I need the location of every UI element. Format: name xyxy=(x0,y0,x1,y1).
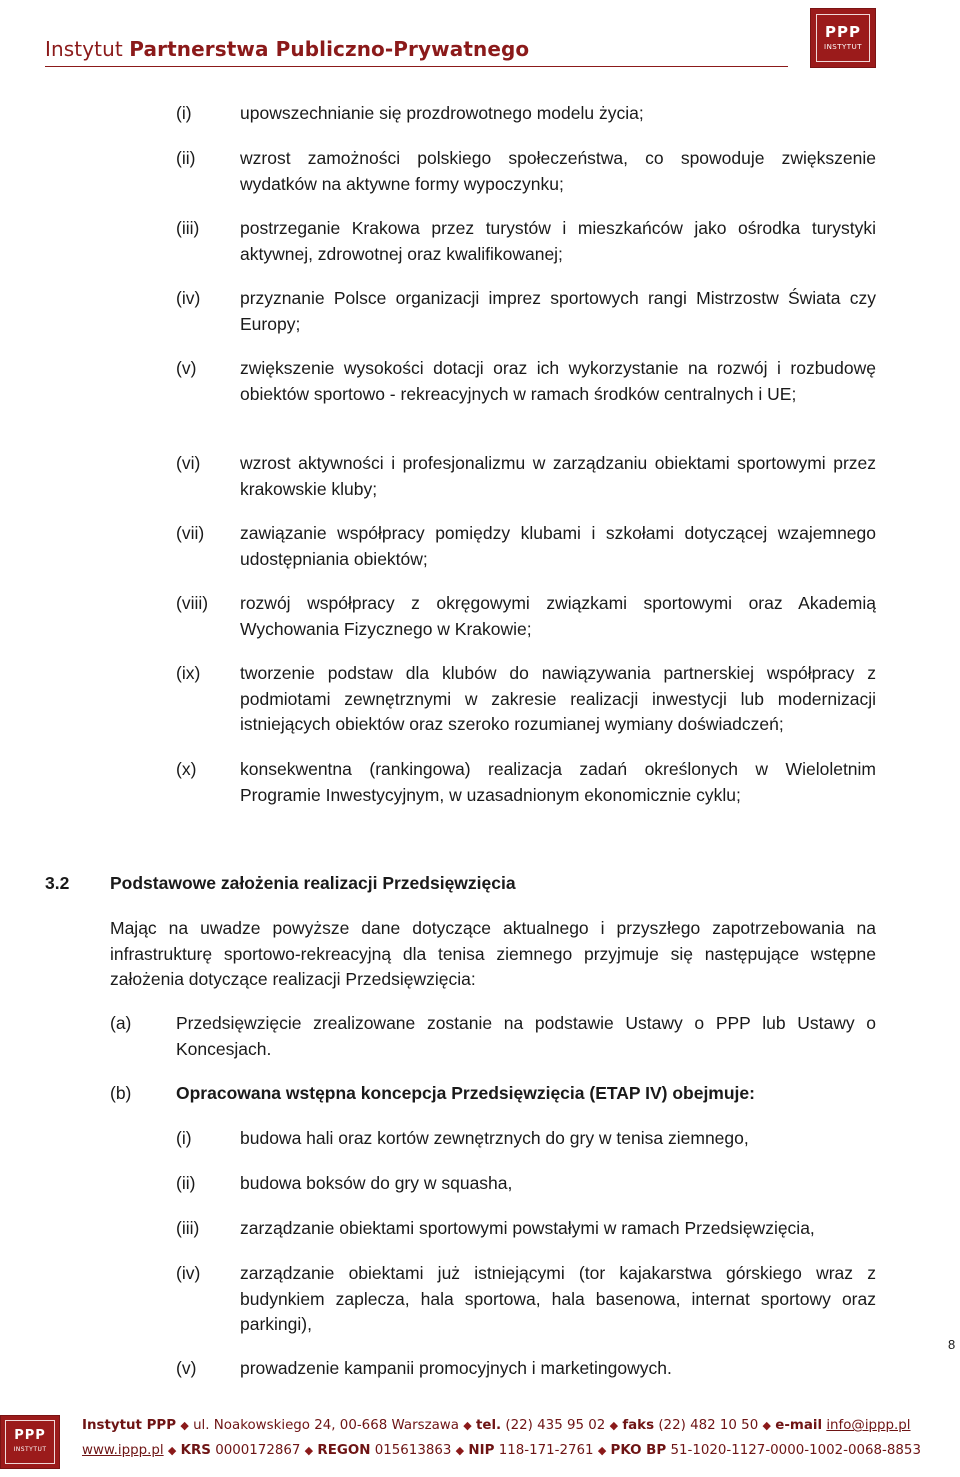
footer-regon: 015613863 xyxy=(374,1443,452,1458)
header-title xyxy=(45,37,529,61)
list-item-text: budowa hali oraz kortów zewnętrznych do gry w tenisa ziemnego, xyxy=(240,1128,749,1148)
list-item-number: (b) xyxy=(110,1083,132,1103)
list-item-number: (vi) xyxy=(176,453,201,473)
diamond-icon: ◆ xyxy=(463,1419,472,1432)
diamond-icon: ◆ xyxy=(597,1444,607,1457)
section-paragraph: Mając na uwadze powyższe dane dotyczące aktualnego i przyszłego zapotrzebowania na infrastrukturę sportowo-rekreacyjną dla tenisa ziemnego przyjmuje się następujące wstępne założenia dotyczące realizacji Przedsięwzięcia: xyxy=(110,918,876,989)
list-item-number: (a) xyxy=(110,1013,132,1033)
footer-tel: (22) 435 95 02 xyxy=(505,1418,606,1433)
list-item-text: Opracowana wstępna koncepcja Przedsięwzięcia (ETAP IV) obejmuje: xyxy=(176,1083,755,1103)
list-item-text: zarządzanie obiektami sportowymi powstałymi w ramach Przedsięwzięcia, xyxy=(240,1218,815,1238)
footer-email-link[interactable]: info@ippp.pl xyxy=(826,1418,911,1433)
footer-address: ul. Noakowskiego 24, 00-668 Warszawa xyxy=(193,1418,459,1433)
list-item-number: (i) xyxy=(176,1128,192,1148)
header-title-prefix: Instytut xyxy=(45,37,130,61)
list-item-number: (ii) xyxy=(176,148,196,168)
diamond-icon: ◆ xyxy=(304,1444,314,1457)
list-item-text: przyznanie Polsce organizacji imprez sportowych rangi Mistrzostw Świata czy Europy; xyxy=(240,288,876,334)
footer-ppp-logo xyxy=(0,1415,60,1469)
list-item-number: (iv) xyxy=(176,288,201,308)
list-item-text: konsekwentna (rankingowa) realizacja zadań określonych w Wieloletnim Programie Inwestycyjnym, w uzasadnionym ekonomicznie cyklu; xyxy=(240,759,876,805)
footer-fax: (22) 482 10 50 xyxy=(658,1418,759,1433)
list-item-text: zarządzanie obiektami już istniejącymi (tor kajakarstwa górskiego wraz z budynkiem zaplecza, hala sportowa, hala basenowa, internat sportowy oraz parkingi), xyxy=(240,1263,876,1334)
diamond-icon: ◆ xyxy=(762,1419,771,1432)
header-title-bold: Partnerstwa Publiczno-Prywatnego xyxy=(129,37,530,61)
ppp-logo xyxy=(810,8,876,68)
list-item-number: (ii) xyxy=(176,1173,196,1193)
page-number: 8 xyxy=(948,1337,956,1352)
list-item-text: zwiększenie wysokości dotacji oraz ich wykorzystanie na rozwój i rozbudowę obiektów sportowo - rekreacyjnych w ramach środków centralnych i UE; xyxy=(240,358,876,404)
list-item-text: zawiązanie współpracy pomiędzy klubami i szkołami dotyczącej wzajemnego udostępniania obiektów; xyxy=(240,523,876,569)
footer-bank-label: PKO BP xyxy=(610,1443,667,1458)
list-item-number: (vii) xyxy=(176,523,205,543)
footer-bank: 51-1020-1127-0000-1002-0068-8853 xyxy=(670,1443,921,1458)
footer-org: Instytut PPP xyxy=(82,1418,177,1433)
logo-subtext: INSTYTUT xyxy=(824,43,862,51)
diamond-icon: ◆ xyxy=(609,1419,619,1432)
diamond-icon: ◆ xyxy=(167,1444,177,1457)
list-item-text: budowa boksów do gry w squasha, xyxy=(240,1173,513,1193)
logo-text: PPP xyxy=(14,1428,46,1443)
list-item-number: (iv) xyxy=(176,1263,201,1283)
header-divider xyxy=(45,66,788,67)
list-item-text: upowszechnianie się prozdrowotnego modelu życia; xyxy=(240,103,644,123)
footer-krs-label: KRS xyxy=(180,1443,211,1458)
list-item-number: (iii) xyxy=(176,218,200,238)
list-item-number: (iii) xyxy=(176,1218,200,1238)
list-item-text: rozwój współpracy z okręgowymi związkami sportowymi oraz Akademią Wychowania Fizycznego w Krakowie; xyxy=(240,593,876,639)
list-item-number: (v) xyxy=(176,1358,197,1378)
list-item-text: Przedsięwzięcie zrealizowane zostanie na podstawie Ustawy o PPP lub Ustawy o Koncesjach. xyxy=(176,1013,876,1059)
list-item-text: wzrost aktywności i profesjonalizmu w zarządzaniu obiektami sportowymi przez krakowskie kluby; xyxy=(240,453,876,499)
list-item-number: (x) xyxy=(176,759,197,779)
list-item-text: postrzeganie Krakowa przez turystów i mieszkańców jako ośrodka turystyki aktywnej, zdrowotnej oraz kwalifikowanej; xyxy=(240,218,876,264)
footer-krs: 0000172867 xyxy=(215,1443,301,1458)
footer-regon-label: REGON xyxy=(317,1443,371,1458)
logo-text: PPP xyxy=(825,23,861,41)
footer-email-label: e-mail xyxy=(775,1418,823,1433)
list-item-text: wzrost zamożności polskiego społeczeństwa, co spowoduje zwiększenie wydatków na aktywne formy wypoczynku; xyxy=(240,148,876,194)
list-item-number: (viii) xyxy=(176,593,209,613)
footer-fax-label: faks xyxy=(622,1418,655,1433)
footer-www-link[interactable]: www.ippp.pl xyxy=(82,1443,164,1458)
footer-nip-label: NIP xyxy=(468,1443,495,1458)
diamond-icon: ◆ xyxy=(455,1444,465,1457)
list-item-number: (i) xyxy=(176,103,192,123)
footer-line-contact xyxy=(82,1418,911,1433)
list-item-text: prowadzenie kampanii promocyjnych i marketingowych. xyxy=(240,1358,672,1378)
list-item-text: tworzenie podstaw dla klubów do nawiązywania partnerskiej współpracy z podmiotami zewnętrznymi w zakresie realizacji inwestycji lub modernizacji istniejących obiektów oraz szeroko rozumianej wymiany doświadczeń; xyxy=(240,663,876,734)
section-title: Podstawowe założenia realizacji Przedsięwzięcia xyxy=(110,873,516,893)
footer-nip: 118-171-2761 xyxy=(498,1443,594,1458)
footer-line-registry xyxy=(82,1443,921,1458)
footer-tel-label: tel. xyxy=(475,1418,502,1433)
list-item-number: (v) xyxy=(176,358,197,378)
logo-subtext: INSTYTUT xyxy=(13,1446,47,1453)
section-number: 3.2 xyxy=(45,873,70,893)
list-item-number: (ix) xyxy=(176,663,201,683)
diamond-icon: ◆ xyxy=(180,1419,189,1432)
